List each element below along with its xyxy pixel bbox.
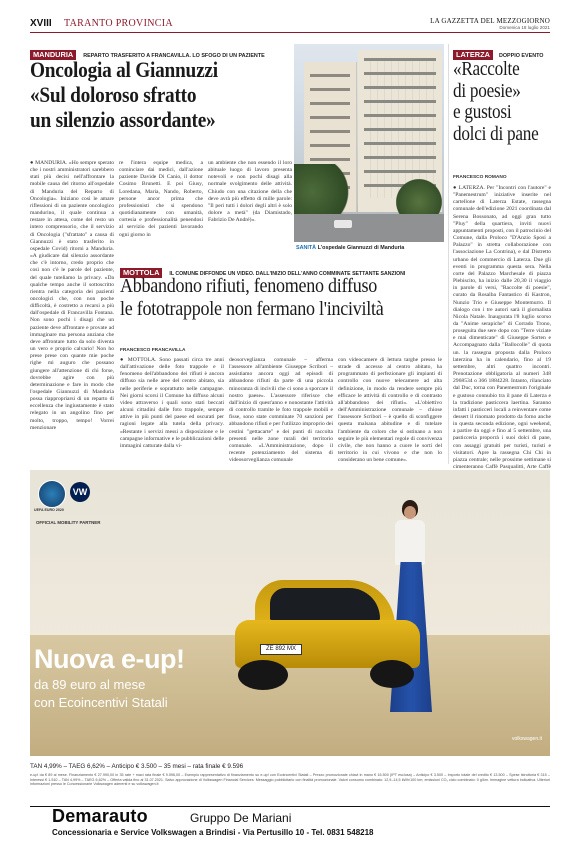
mottola-headline — [120, 275, 405, 321]
mottola-column-3: con videocamere di lettura targhe presso le strade di accesso al centro abitato, ha programmato di perfezionare gli impianti di controllo con nuove telecamere ad alta definizione, in modo da rendere sempre più efficace le attività di controllo e di contrasto all'abbandono dei rifiuti». «L'obiettivo dell'Amministrazione comunale – chiose l'assessore Scribori – è quello di sconfiggere questa malsana abitudine e di tutelare l'ambiente da coloro che si ostinano a non seguire le più elementari regole di convivenza civile, che non hanno a cuore le sorti del territorio in cui vivono e che non lo considerano un bene comune». — [338, 357, 442, 464]
headline-line-1: Oncologia al Giannuzzi — [30, 57, 218, 82]
ad-headline: Nuova e-up! — [34, 644, 185, 674]
issue-date: Domenica 18 luglio 2021 — [499, 25, 550, 30]
license-plate: ZE 892 MX — [260, 644, 302, 655]
photo-caption — [296, 245, 444, 251]
laterza-kicker-row — [453, 44, 555, 59]
partner-label: OFFICIAL MOBILITY PARTNER — [36, 520, 101, 525]
mottola-deck: IL COMUNE DIFFONDE UN VIDEO. DALL'INIZIO DELL'ANNO COMMINATE SETTANTE SANZIONI — [169, 271, 406, 277]
street — [294, 214, 444, 242]
article-laterza — [448, 44, 555, 471]
laterza-headline — [453, 59, 541, 145]
mottola-column-1: ● MOTTOLA. Sono passati circa tre anni dall'attivazione delle foto trappole e il fenomeno dell'abbandono dei rifiuti è ancora diffuso sia nelle aree del centro abitato, sia nelle periferie e soprattutto nelle campagne. Nei giorni scorsi il Comune ha diffuso alcuni video attraverso i quali sono stati beccati alcuni cittadini dalle foto trappole, sempre attive in più punti del paese ed oscurati per ragioni legate alla tutela della privacy. «Restante i servizi messi a disposizione e le campagne informative e le pubblicazioni delle immagini catturate dalla vi- — [120, 357, 224, 449]
article-deck: REPARTO TRASFERITO A FRANCAVILLA. LO SFOGO DI UN PAZIENTE — [83, 53, 265, 59]
dealer-contact-line: Concessionaria e Service Volkswagen a Brindisi - Via Pertusillo 10 - Tel. 0831 548218 — [52, 828, 374, 837]
mottola-byline: FRANCESCO FRANCAVILLA — [120, 348, 186, 353]
caption-kicker: SANITÀ — [296, 245, 317, 251]
laterza-deck: DOPPIO EVENTO — [498, 53, 544, 59]
kicker-mottola: MOTTOLA — [120, 268, 162, 278]
article-column-2: re l'intera equipe medica, a cominciare dai medici, dall'azione paziente Davide Di Canio, il dottor Cosimo Brunetti. E poi Giusy, Loredana, Maria, Nando, Roberto, persone ancor prima che professionisti che si spendono quotidianamente con umanità, cortesia e professionalità penendosi al servizio dei pazienti lavorando ogni giorno in — [119, 160, 203, 238]
dealer-name: Demarauto — [52, 806, 148, 826]
article-column-1: ● MANDURIA. «Ho sempre sperato che i nostri amministratori sarebbero stati più decisi nell'affrontare la mobile causa del ritorno all'ospedale di Manduria del Reparto di Oncologia». Iniziano così le amare riflessioni di un paziente oncologico mandurino, il quale continua a restare in attesa, come del resto un intero comprensorio, che il servizio di Oncologia ("sfrattato" a causa di Giannuzzi è stato trasferito in ospedale Covid) ritorni a Manduria. «A giudicare dal silenzio assordante che c'è intorno, credo proprio che così non c'è le parole del paziente, del quale tuteliamo la privacy. «Da qualche tempo anche il sottoscritto rientra nella categoria dei pazienti oncologici che, con non poche difficoltà, è costretto a recarsi a più dall'ospedale di Francavilla Fontana. Non sono pochi i disagi che un paziente deve affrontare e provate ad immaginare ma persona anziana che deve affrontare tutto da solo diventa un vero e proprio calvario! Non ho prese prese con quante mie poche righe mi auguro che possano giungere all'attenzione di chi forse, dovrebbe agire con più determinazione e fare in modo che l'ospedale Giannuzzi di Manduria possa riappropriarsi di un reparto di eccellenza che ingiustamente è stato relegato in un angolino fino per molto, troppo, tempo! Vorrei menzionare — [30, 160, 114, 431]
mottola-headline-1: Abbandono rifiuti, fenomeno diffuso — [120, 275, 377, 297]
article-kicker-row — [30, 44, 265, 59]
laterza-headline-4: dolci di pane — [453, 122, 539, 145]
ad-price: da 89 euro al mese — [34, 677, 146, 692]
laterza-headline-1: «Raccolte — [453, 58, 520, 80]
dealer-group: Gruppo De Mariani — [190, 811, 292, 825]
mottola-kicker-row — [120, 262, 444, 277]
ad-legal-text: e-up! da € 89 al mese. Finanziamento € 27.990,00 in 35 rate + maxi rata finale € 9.596,00 – Esempio rappresentativo di finanziamento su e-up! con Ecoincentivi Statali – Prezzo promozionale chiavi in mano € 16.500 (IPT esclusa) – Anticipo € 3.500 – Importo totale del credito € 13.500 – Spese istruttoria € 315 – Interessi € 1.510 – TAN 4,99% – TAEG 6,62% – Offerta valida fino al 31.07.2021. Salvo approvazione di Volkswagen Financial Services. Messaggio pubblicitario con finalità promozionale. Valori consumo combinato: 12,9–14,5 kWh/100 km; emissioni CO₂ ciclo combinato: 0 g/km. Immagine vettura indicativa. Ulteriori informazioni presso le Concessionarie Volkswagen aderenti e su volkswagen.it — [30, 773, 550, 787]
ad-site: volkswagen.it — [511, 736, 542, 742]
page-header — [30, 18, 550, 33]
laterza-body: ● LATERZA. Per "Incontri con l'autore" e "Panemestrum" iniziative inserite nel cartellone di Laterza Estate, rassegna comunale dell'edizione 2021 coordinata dal Serena Bossonato, ad oggi gran tutto "Pluy" della quartiera, inviti nuovi appuntamenti proposti, con il patrocinio del Comune, dalla Proloco "D'Anzio Sposi a Palazzo" in stretta collaborazione con l'associazione La Contrina), e dal Distretto urbano del commercio di Laterza. Due gli eventi in programma questa sera. Nella corte del Palazzo Marchesale di piazza Plebiscito, ha inizio dalle 20,30 il viaggio in parole di versi, "Raccolte di poesie", curato da Rosalba Fantastico di Kastron, Nunzio Trio e Giuseppe Montemurro. Il dialogo con i tre autori sarà il giornalista Nicola Natale. Inaugurata l'8 luglio scorso da "Anime serapiche" di Corrado Trono, proseguita due sere dopo con "Terre viziate e mai dimenticate" di Giuseppe Sorten e Accompagnato dalla "Ballocolle" di quota un. la rassegna proposta dalla Proloco laterzina ha in calendario, fino al 19 settembre, altri quattro incontri. Prenotazione obbligatoria al numeri 348 2968534 o 366 1884228. Intanto, rilanciato dal Duc, torna con Panemestrum l'originale e gustoso connubio tra il pane di Laterza e la tradizione pasticcera laertina. Saranno infatti i pasticceri locali a reinventare come dessert il rinomato prodotto da forno anche in questa seconda edizione, ogni weekend, a partire da oggi e fino al 5 settembre, una pasticceria proporrà i suoi dolci di pane, con assaggi gratuiti per turisti, turisti e visitatori. Apre la rassegna Chi Chi in piazza centrale; nelle prossime settimane si cimenteranno Caffè Pasqualitti, Arte Caffè — [453, 185, 551, 471]
euro-badge-text: UEFA EURO 2020 — [34, 508, 64, 512]
ad-car — [230, 580, 425, 690]
vw-advertisement — [30, 470, 550, 756]
article-headline — [30, 57, 255, 132]
laterza-headline-3: e gustosi — [453, 101, 512, 123]
caption-text: L'ospedale Giannuzzi di Manduria — [317, 245, 405, 251]
newspaper-name: LA GAZZETTA DEL MEZZOGIORNO — [430, 17, 550, 25]
vw-logo-top: VW — [70, 482, 90, 502]
page-number: XVIII — [30, 18, 52, 29]
headline-line-2: «Sul doloroso sfratto — [30, 82, 197, 107]
mottola-column-2: deosorveglianza comunale – afferma l'assessore all'ambiente Giuseppe Scribori – assistiamo ancora oggi ad episodi di abbandono rifiuti da parte di una piccola minoranza di incivili che ci sono a sporcare il nostro paese». L'assessore riferisce che dall'inizio di quest'anno e nonostante l'attività di controllo tramite le foto trappole mobili e fisse, sono state comminate 70 sanzioni per abbandono rifiuti e per l'utilizzo improprio dei cestini "gettacarte" e dei punti di raccolta presenti nelle zone rurali del territorio comunale. «L'Amministrazione, dopo il recente potenziamento del sistema di videosorveglianza comunale — [229, 357, 333, 464]
ad-finance-line: TAN 4,99% – TAEG 6,62% – Anticipo € 3.500 – 35 mesi – rata finale € 9.596 — [30, 763, 244, 770]
section-title: TARANTO PROVINCIA — [64, 18, 173, 29]
dealer-block — [30, 806, 550, 839]
hospital-photo — [294, 44, 444, 242]
headline-line-3: un silenzio assordante» — [30, 107, 216, 132]
laterza-headline-2: di poesie» — [453, 79, 521, 102]
euro-badge — [38, 480, 66, 508]
parked-car — [334, 220, 352, 228]
kicker-manduria: MANDURIA — [30, 50, 76, 60]
article-column-3: un ambiente che non essendo il loro abituale luogo di lavoro presenta notevoli e non pochi disagi alla normale svolgimento delle attività. Chiudo con una citazione della che deve avrà più effetto di mille parole: "Il peri tutti i dolori degli altri è solo dolore a metà" (da Diamistado, Fabrizio De André)». — [208, 160, 292, 224]
ad-incentive: con Ecoincentivi Statali — [34, 695, 168, 710]
mottola-headline-2: le fototrappole non fermano l'inciviltà — [120, 298, 384, 320]
laterza-byline: FRANCESCO ROMANO — [453, 175, 507, 180]
kicker-laterza: LATERZA — [453, 50, 493, 60]
